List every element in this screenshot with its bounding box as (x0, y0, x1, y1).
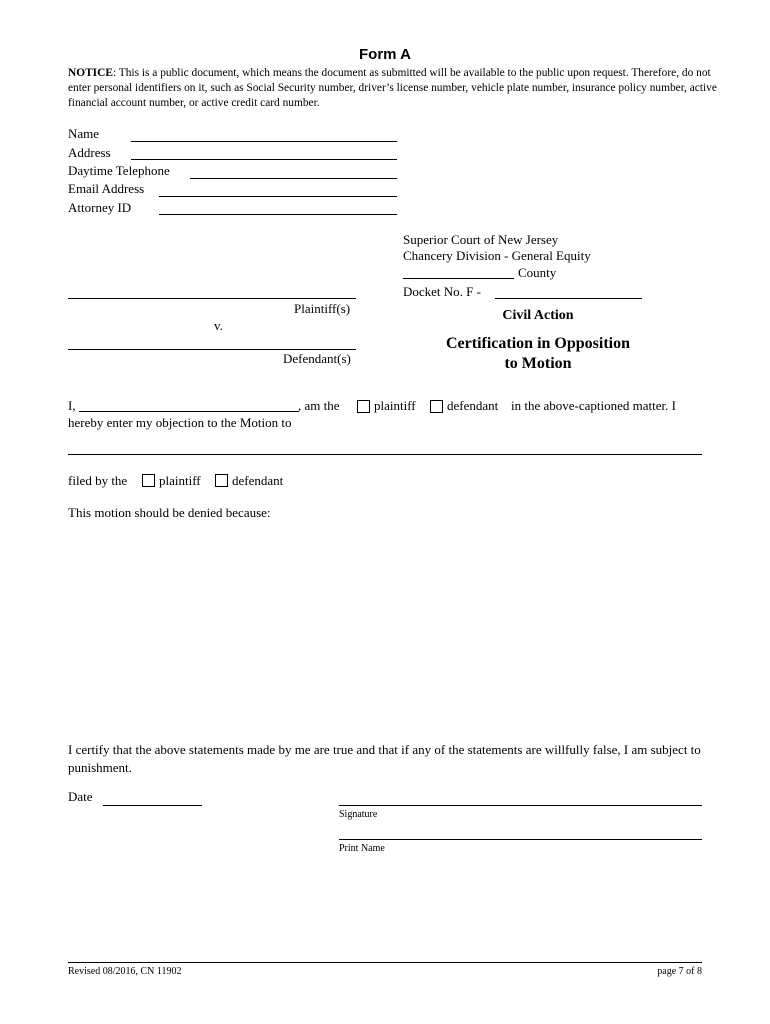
certifier-name-field[interactable] (79, 411, 299, 412)
attorney-id-label: Attorney ID (68, 200, 132, 215)
am-the-label: , am the (298, 398, 340, 413)
docket-number-field[interactable] (495, 298, 642, 299)
plaintiffs-field[interactable] (68, 298, 356, 299)
daytime-telephone-field[interactable] (190, 178, 397, 179)
name-field[interactable] (131, 141, 397, 142)
print-name-field[interactable] (339, 839, 702, 840)
filed-by-defendant-label: defendant (232, 473, 284, 488)
email-address-field[interactable] (159, 196, 397, 197)
objection-text: hereby enter my objection to the Motion to (68, 415, 292, 430)
email-address-label: Email Address (68, 181, 145, 196)
page-number: page 7 of 8 (657, 966, 702, 977)
signature-field[interactable] (339, 805, 702, 806)
civil-action-label: Civil Action (502, 308, 574, 323)
date-label: Date (68, 789, 93, 804)
revision-label: Revised 08/2016, CN 11902 (68, 966, 182, 977)
filed-by-defendant-checkbox[interactable] (215, 474, 228, 487)
motion-description-field[interactable] (68, 454, 702, 455)
document-title-line2: to Motion (504, 355, 572, 372)
versus-label: v. (214, 318, 223, 333)
plaintiff-checkbox[interactable] (357, 400, 370, 413)
filed-by-plaintiff-label: plaintiff (159, 473, 201, 488)
signature-label: Signature (339, 809, 378, 820)
filed-by-label: filed by the (68, 473, 128, 488)
defendant-option-label: defendant (447, 398, 499, 413)
notice-label: NOTICE (68, 67, 113, 79)
filed-by-plaintiff-checkbox[interactable] (142, 474, 155, 487)
captioned-matter-text: in the above-captioned matter. I (511, 398, 676, 413)
form-title: Form A (359, 46, 411, 63)
court-name: Superior Court of New Jersey (403, 232, 559, 247)
attorney-id-field[interactable] (159, 214, 397, 215)
plaintiff-option-label: plaintiff (374, 398, 416, 413)
address-label: Address (68, 145, 111, 160)
notice-text: : This is a public document, which means the document as submitted will be available to the public upon request. Therefore, do not enter personal identifiers on it, such as Social Security number, driver’s license number, vehicle plate number, insurance policy number, active financial account number, or active credit card number. (68, 67, 717, 109)
document-title-line1: Certification in Opposition (445, 335, 630, 352)
court-division: Chancery Division - General Equity (403, 248, 591, 263)
county-field[interactable] (403, 278, 514, 279)
certification-statement: I certify that the above statements made by me are true and that if any of the statements are willfully false, I am subject to punishment. (68, 742, 701, 775)
date-field[interactable] (103, 805, 202, 806)
defendants-label: Defendant(s) (283, 351, 351, 366)
daytime-telephone-label: Daytime Telephone (68, 163, 170, 178)
docket-label: Docket No. F - (403, 284, 481, 299)
i-label: I, (68, 398, 76, 413)
notice-paragraph (68, 66, 718, 111)
plaintiffs-label: Plaintiff(s) (294, 301, 351, 316)
denied-because-label: This motion should be denied because: (68, 505, 271, 520)
county-label: County (518, 265, 557, 280)
defendants-field[interactable] (68, 349, 356, 350)
name-label: Name (68, 126, 100, 141)
denial-reasons-area[interactable] (68, 526, 702, 731)
defendant-checkbox[interactable] (430, 400, 443, 413)
address-field[interactable] (131, 159, 397, 160)
print-name-label: Print Name (339, 843, 385, 854)
footer-divider (68, 962, 702, 963)
